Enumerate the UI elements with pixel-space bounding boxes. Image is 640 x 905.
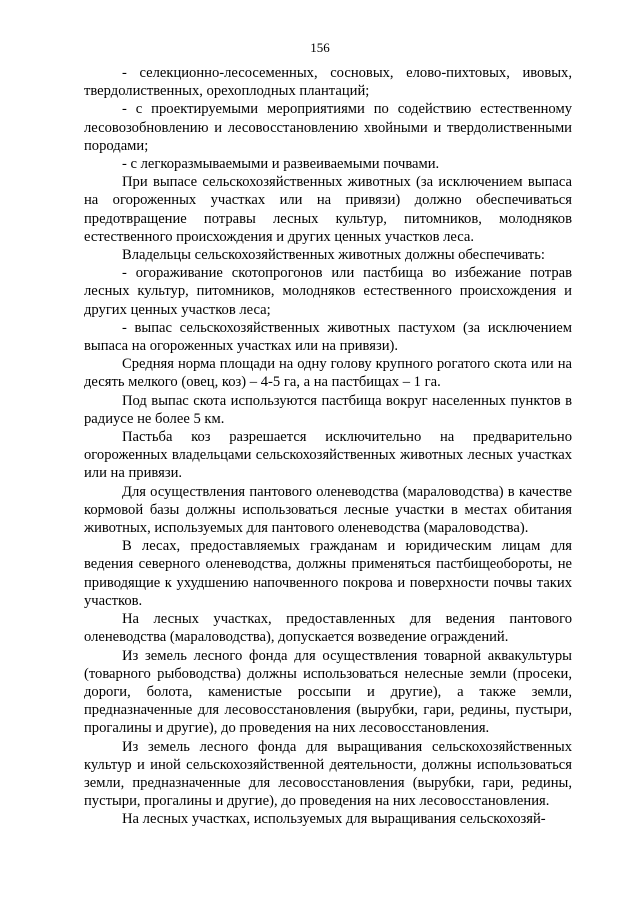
paragraph: Из земель лесного фонда для осуществления товарной аквакультуры (товарного рыбоводства) должны использоваться нелесные земли (просеки, дороги, болота, каменистые россыпи и другие), а также земли, предназначенные для лесовосстановления (вырубки, гари, редины, пустыри, прогалины и другие), до проведения на них лесовосстановления. [84, 647, 572, 737]
paragraph: Владельцы сельскохозяйственных животных должны обеспечивать: [122, 247, 545, 264]
paragraph: - с проектируемыми мероприятиями по содействию естественному лесовозобновлению и лесовосстановлению хвойными и твердолиственными породами; [84, 101, 572, 154]
page-number: 156 [310, 40, 330, 55]
paragraph: В лесах, предоставляемых гражданам и юридическим лицам для ведения северного оленеводства, должны применяться пастбищеобороты, не приводящие к ухудшению напочвенного покрова и поверхности почвы таких участков. [84, 538, 572, 609]
paragraph: На лесных участках, используемых для выращивания сельскохозяй- [122, 811, 546, 828]
paragraph: На лесных участках, предоставленных для ведения пантового оленеводства (мараловодства), допускается возведение ограждений. [84, 611, 572, 646]
paragraph: Для осуществления пантового оленеводства (мараловодства) в качестве кормовой базы должны использоваться лесные участки в местах обитания животных, используемых для пантового оленеводства (мараловодства). [84, 483, 572, 537]
paragraph: - огораживание скотопрогонов или пастбища во избежание потрав лесных культур, питомников, молодняков естественного происхождения и других ценных участков леса; [84, 265, 572, 318]
paragraph: Пастьба коз разрешается исключительно на предварительно огороженных владельцами сельскохозяйственных животных лесных участках или на привязи. [84, 429, 572, 482]
paragraph: - с легкоразмываемыми и развеиваемыми почвами. [122, 156, 440, 173]
paragraph: - выпас сельскохозяйственных животных пастухом (за исключением выпаса на огороженных участках или на привязи). [84, 319, 572, 355]
paragraph: Средняя норма площади на одну голову крупного рогатого скота или на десять мелкого (овец, коз) – 4-5 га, а на пастбищах – 1 га. [84, 356, 572, 391]
paragraph: Под выпас скота используются пастбища вокруг населенных пунктов в радиусе не более 5 км. [84, 392, 572, 427]
paragraph: При выпасе сельскохозяйственных животных (за исключением выпаса на огороженных участках или на привязи) должно обеспечиваться предотвращение потравы лесных культур, питомников, молодняков естественного происхождения и других ценных участков леса. [84, 174, 572, 245]
paragraph: Из земель лесного фонда для выращивания сельскохозяйственных культур и иной сельскохозяйственной деятельности, должны использоваться земли, предназначенные для лесовосстановления (вырубки, гари, редины, пустыри, прогалины и другие), до проведения на них лесовосстановления. [84, 738, 572, 810]
page-body [84, 64, 572, 829]
paragraph: - селекционно-лесосеменных, сосновых, елово-пихтовых, ивовых, твердолиственных, орехоплодных плантаций; [84, 65, 572, 100]
